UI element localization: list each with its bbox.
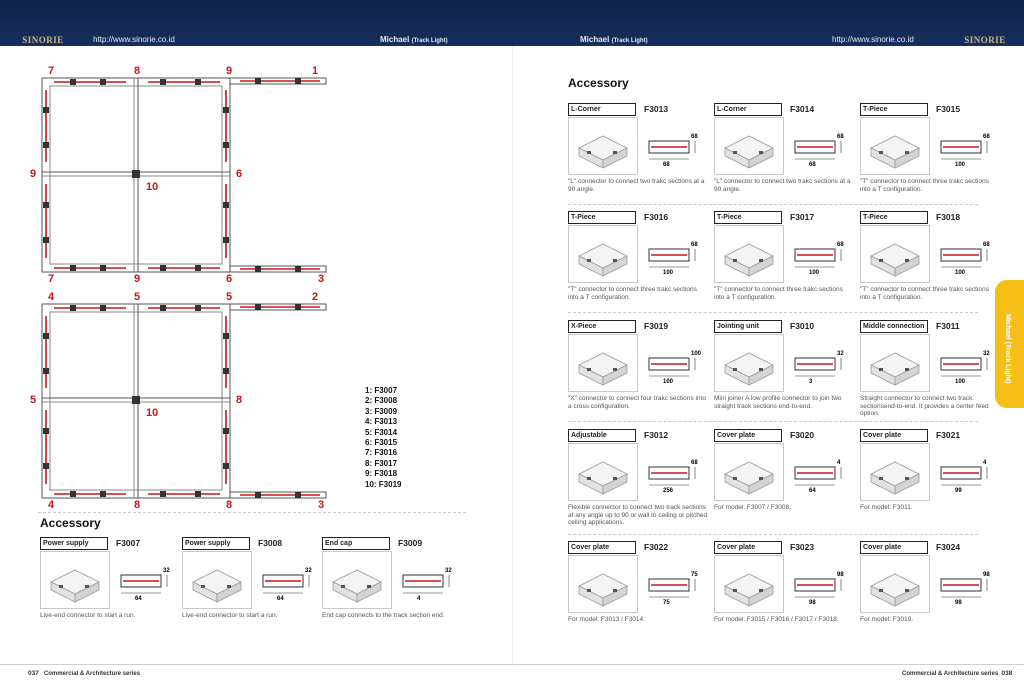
website-url-left[interactable]: http://www.sinorie.co.id — [93, 35, 175, 44]
diagram-label: 8 — [226, 499, 233, 510]
product-photo — [714, 225, 784, 283]
product-description: "T" connector to connect three trakc sections into a T configuration. — [568, 286, 697, 301]
right-accessory-title: Accessory — [568, 76, 629, 90]
dimension-value: 4 — [837, 460, 841, 466]
divider — [568, 421, 978, 422]
part-number-legend — [365, 386, 401, 490]
product-code: F3010 — [790, 321, 815, 331]
dimension-value: 256 — [663, 488, 674, 493]
product-code: F3018 — [936, 212, 961, 222]
diagram-label: 5 — [226, 291, 233, 303]
product-photo — [714, 117, 784, 175]
product-card[interactable] — [860, 103, 1000, 203]
product-code: F3011 — [936, 321, 960, 331]
legend-entry: 9: F3018 — [365, 469, 398, 479]
product-description: Straight connector to connect two track sectionsend-to-end. It provides a center feed option. — [860, 395, 989, 417]
dimension-value: 64 — [809, 488, 816, 493]
dimension-value: 98 — [809, 600, 816, 605]
product-name: L-Corner — [714, 103, 782, 116]
dimension-drawing — [933, 453, 993, 493]
product-description: Mini joiner A low profile connector to join two straight track sections end-to-end. — [714, 395, 842, 410]
diagram-label: 9 — [134, 273, 141, 284]
dimension-value: 100 — [955, 270, 966, 275]
divider — [568, 204, 978, 205]
divider — [568, 534, 978, 535]
product-name: Power supply — [40, 537, 108, 550]
diagram-label: 8 — [236, 394, 243, 406]
product-card[interactable] — [568, 320, 708, 420]
dimension-value: 68 — [983, 134, 990, 140]
dimension-value: 32 — [163, 568, 170, 574]
dimension-value: 68 — [983, 242, 990, 248]
dimension-value: 68 — [691, 134, 698, 140]
dimension-value: 98 — [983, 572, 990, 578]
dimension-drawing — [933, 235, 993, 275]
legend-entry: 1: F3007 — [365, 386, 398, 395]
product-name: T-Piece — [568, 211, 636, 224]
dimension-value: 100 — [663, 270, 674, 275]
divider — [38, 512, 466, 513]
product-code: F3008 — [258, 538, 283, 548]
dimension-value: 98 — [837, 572, 844, 578]
product-photo — [860, 225, 930, 283]
dimension-value: 99 — [955, 488, 962, 493]
dimension-drawing — [787, 453, 847, 493]
product-description: For model: F3015 / F3016 / F3017 / F3018. — [714, 616, 839, 623]
page-header — [0, 0, 1024, 46]
series-name-right: Commercial & Architecture series — [902, 671, 999, 677]
product-photo — [182, 551, 252, 609]
dimension-value: 32 — [983, 351, 990, 357]
diagram-label: 4 — [48, 499, 55, 510]
side-tab-label: Michael (Track Light) — [1004, 314, 1011, 384]
legend-entry: 5: F3014 — [365, 427, 398, 437]
dimension-value: 75 — [663, 600, 670, 605]
product-name: Cover plate — [860, 541, 928, 554]
legend-entry: 2: F3008 — [365, 396, 398, 406]
product-code: F3014 — [790, 104, 815, 114]
diagram-label: 8 — [134, 499, 141, 510]
product-name: Cover plate — [714, 429, 782, 442]
product-description: For model: F3013 / F3014. — [568, 616, 645, 623]
dimension-drawing — [787, 235, 847, 275]
legend-entry: 6: F3015 — [365, 438, 398, 448]
dimension-drawing — [255, 561, 315, 601]
product-card[interactable] — [860, 211, 1000, 311]
track-layout-diagram-bottom — [30, 288, 340, 510]
diagram-label: 9 — [30, 168, 37, 180]
footer-rule — [0, 664, 1024, 665]
product-code: F3022 — [644, 542, 669, 552]
legend-entry: 10: F3019 — [365, 479, 402, 489]
product-photo — [568, 117, 638, 175]
product-code: F3024 — [936, 542, 961, 552]
dimension-value: 32 — [837, 351, 844, 357]
dimension-drawing — [641, 565, 701, 605]
dimension-drawing — [787, 565, 847, 605]
product-card[interactable] — [322, 537, 462, 637]
product-description: For model: F3011. — [860, 504, 913, 511]
footer-right — [902, 670, 1012, 677]
product-photo — [714, 334, 784, 392]
footer-left — [28, 670, 140, 677]
product-name: T-Piece — [860, 103, 928, 116]
dimension-value: 64 — [277, 596, 284, 601]
product-description: Live-end connector to start a run. — [182, 612, 278, 619]
product-photo — [568, 225, 638, 283]
diagram-label: 1 — [312, 65, 319, 77]
dimension-value: 68 — [663, 162, 670, 167]
product-photo — [714, 555, 784, 613]
product-card[interactable] — [714, 320, 854, 420]
product-card[interactable] — [568, 429, 708, 529]
diagram-label: 3 — [318, 499, 325, 510]
page-number-left: 037 — [28, 670, 39, 677]
dimension-value: 100 — [691, 351, 701, 357]
diagram-label: 10 — [146, 181, 159, 193]
product-description: End cap connects to the track section end. — [322, 612, 445, 619]
product-name: X-Piece — [568, 320, 636, 333]
dimension-value: 68 — [837, 134, 844, 140]
product-card[interactable] — [714, 541, 854, 641]
product-description: For model: F3007 / F3008. — [714, 504, 791, 511]
diagram-label: 7 — [48, 273, 55, 284]
spread-gutter — [512, 46, 513, 666]
sinorie-logo-right: SINORIE — [964, 35, 1006, 45]
product-description: "X" connector to connect four trakc sections into a cross configuration. — [568, 395, 706, 410]
product-photo — [568, 443, 638, 501]
product-name: L-Corner — [568, 103, 636, 116]
product-code: F3013 — [644, 104, 669, 114]
product-code: F3009 — [398, 538, 423, 548]
dimension-drawing — [395, 561, 455, 601]
dimension-value: 4 — [417, 596, 421, 601]
running-title-left: Michael (Track Light) — [380, 35, 448, 44]
product-card[interactable] — [714, 429, 854, 529]
dimension-drawing — [641, 127, 701, 167]
dimension-value: 68 — [837, 242, 844, 248]
dimension-drawing — [641, 235, 701, 275]
diagram-label: 8 — [134, 65, 141, 77]
dimension-drawing — [113, 561, 173, 601]
dimension-value: 100 — [663, 379, 674, 384]
product-card[interactable] — [714, 211, 854, 311]
product-name: T-Piece — [714, 211, 782, 224]
product-code: F3020 — [790, 430, 815, 440]
product-name: Cover plate — [568, 541, 636, 554]
product-card[interactable] — [714, 103, 854, 203]
product-description: For model: F3019. — [860, 616, 914, 623]
product-card[interactable] — [568, 541, 708, 641]
diagram-label: 2 — [312, 291, 319, 303]
product-description: "L" connector to connect two trakc sections at a 90 angle. — [568, 178, 705, 193]
dimension-drawing — [933, 344, 993, 384]
series-name-left: Commercial & Architecture series — [43, 671, 141, 677]
dimension-drawing — [641, 453, 701, 493]
dimension-value: 100 — [809, 270, 820, 275]
diagram-label: 5 — [134, 291, 141, 303]
diagram-label: 5 — [30, 394, 37, 406]
dimension-drawing — [933, 565, 993, 605]
product-description: Flexible connector to connect two track sections at any angle up to 90 or wall to ceiling or pitched ceiling applications. — [568, 504, 708, 526]
product-code: F3012 — [644, 430, 669, 440]
dimension-value: 100 — [955, 162, 966, 167]
diagram-label: 6 — [226, 273, 233, 284]
product-card[interactable] — [40, 537, 180, 637]
diagram-label: 9 — [226, 65, 233, 77]
product-photo — [568, 334, 638, 392]
product-card[interactable] — [568, 211, 708, 311]
legend-entry: 4: F3013 — [365, 417, 398, 427]
product-description: Live-end connector to start a run. — [40, 612, 136, 619]
dimension-value: 32 — [305, 568, 312, 574]
product-photo — [860, 443, 930, 501]
product-name: Adjustable — [568, 429, 636, 442]
product-card[interactable] — [568, 103, 708, 203]
dimension-value: 68 — [691, 242, 698, 248]
diagram-label: 3 — [318, 273, 325, 284]
product-card[interactable] — [860, 320, 1000, 420]
track-layout-diagram-top — [30, 62, 340, 284]
legend-entry: 8: F3017 — [365, 458, 398, 468]
product-name: Cover plate — [714, 541, 782, 554]
product-card[interactable] — [860, 429, 1000, 529]
product-photo — [860, 555, 930, 613]
dimension-value: 100 — [955, 379, 966, 384]
dimension-value: 3 — [809, 379, 813, 384]
product-photo — [860, 117, 930, 175]
product-code: F3023 — [790, 542, 815, 552]
section-side-tab[interactable] — [995, 280, 1024, 408]
product-card[interactable] — [182, 537, 322, 637]
product-code: F3016 — [644, 212, 669, 222]
diagram-label: 6 — [236, 168, 243, 180]
website-url-right[interactable]: http://www.sinorie.co.id — [832, 35, 914, 44]
legend-entry: 7: F3016 — [365, 448, 398, 458]
product-code: F3017 — [790, 212, 815, 222]
dimension-value: 75 — [691, 572, 698, 578]
divider — [568, 312, 978, 313]
product-photo — [860, 334, 930, 392]
dimension-value: 4 — [983, 460, 987, 466]
product-photo — [568, 555, 638, 613]
product-name: Cover plate — [860, 429, 928, 442]
dimension-value: 64 — [135, 596, 142, 601]
page-number-right: 038 — [1001, 670, 1013, 677]
left-accessory-title: Accessory — [40, 516, 101, 530]
product-name: End cap — [322, 537, 390, 550]
dimension-drawing — [641, 344, 701, 384]
legend-entry: 3: F3009 — [365, 406, 398, 416]
dimension-drawing — [933, 127, 993, 167]
dimension-value: 68 — [809, 162, 816, 167]
product-description: "T" connector to connect three trakc sections into a T configuration. — [714, 286, 843, 301]
product-name: T-Piece — [860, 211, 928, 224]
running-title-right: Michael (Track Light) — [580, 35, 648, 44]
product-description: "L" connector to connect two trakc sections at a 90 angle. — [714, 178, 851, 193]
diagram-label: 4 — [48, 291, 55, 303]
product-description: "T" connector to connect three trakc sections into a T configuration. — [860, 286, 989, 301]
dimension-value: 98 — [955, 600, 962, 605]
product-code: F3019 — [644, 321, 669, 331]
diagram-label: 10 — [146, 407, 159, 419]
product-code: F3021 — [936, 430, 961, 440]
dimension-drawing — [787, 127, 847, 167]
dimension-value: 32 — [445, 568, 452, 574]
product-name: Jointing unit — [714, 320, 782, 333]
sinorie-logo-left: SINORIE — [22, 35, 64, 45]
dimension-value: 68 — [691, 460, 698, 466]
diagram-label: 7 — [48, 65, 55, 77]
product-description: "T" connector to connect three trakc sections into a T configuration. — [860, 178, 989, 193]
product-card[interactable] — [860, 541, 1000, 641]
product-name: Middle connection — [860, 320, 928, 333]
product-code: F3007 — [116, 538, 141, 548]
product-photo — [322, 551, 392, 609]
product-photo — [714, 443, 784, 501]
product-name: Power supply — [182, 537, 250, 550]
product-photo — [40, 551, 110, 609]
dimension-drawing — [787, 344, 847, 384]
product-code: F3015 — [936, 104, 961, 114]
